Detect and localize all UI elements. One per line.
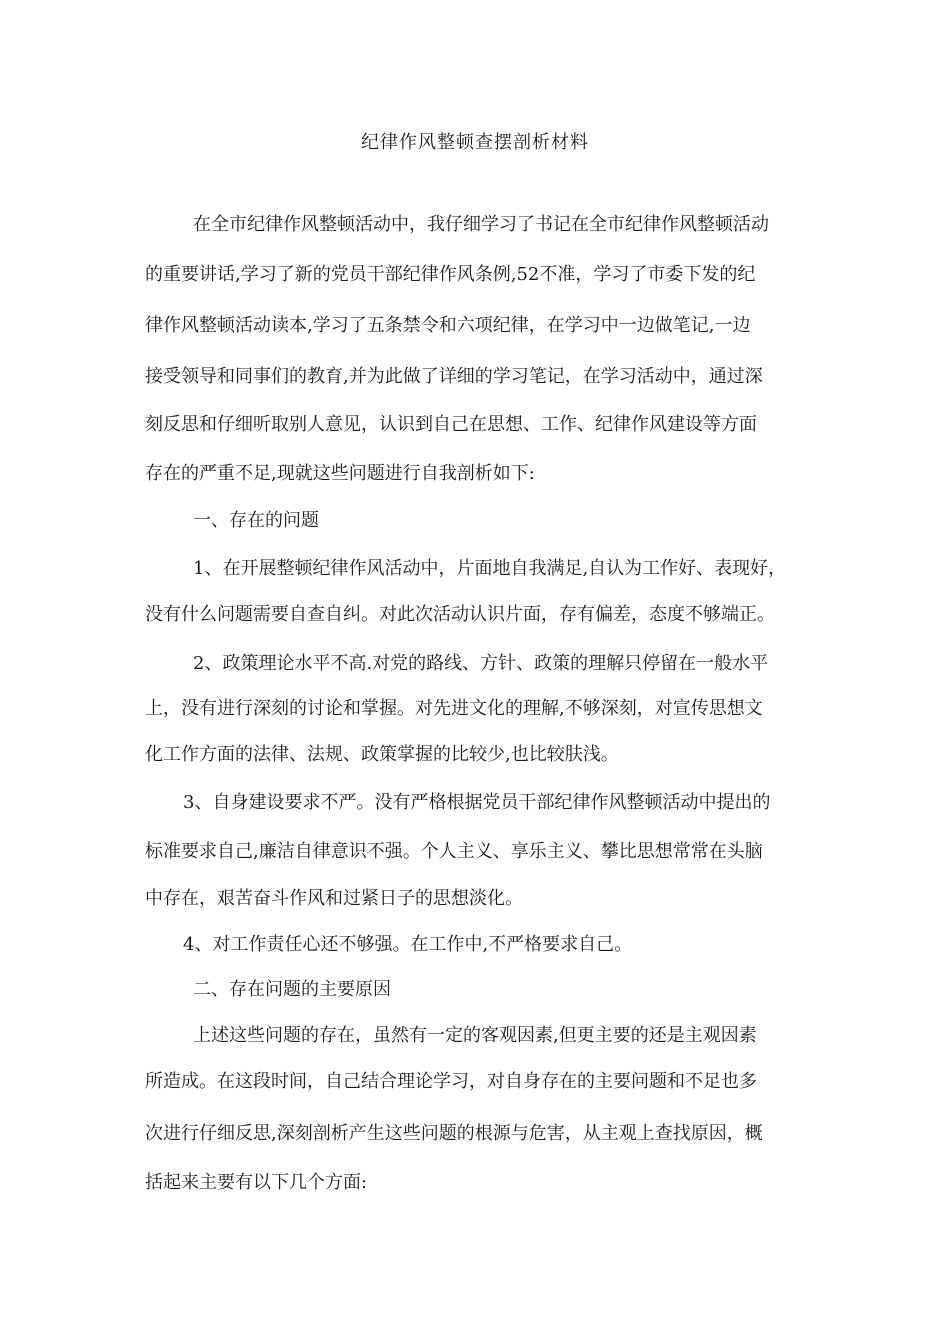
section-heading: 一、存在的问题 bbox=[193, 510, 319, 531]
document-title: 纪律作风整顿查摆剖析材料 bbox=[361, 132, 589, 153]
paragraph-line: 中存在，艰苦奋斗作风和过紧日子的思想淡化。 bbox=[145, 888, 523, 909]
paragraph-line: 律作风整顿活动读本,学习了五条禁令和六项纪律，在学习中一边做笔记,一边 bbox=[145, 315, 751, 336]
paragraph-line: 1、在开展整顿纪律作风活动中，片面地自我满足,自认为工作好、表现好， bbox=[193, 558, 787, 579]
paragraph-line: 上述这些问题的存在，虽然有一定的客观因素,但更主要的还是主观因素 bbox=[193, 1025, 757, 1046]
paragraph-line: 3、自身建设要求不严。没有严格根据党员干部纪律作风整顿活动中提出的 bbox=[183, 792, 771, 813]
paragraph-line: 刻反思和仔细听取别人意见，认识到自己在思想、工作、纪律作风建设等方面 bbox=[145, 414, 757, 435]
paragraph-line: 在全市纪律作风整顿活动中，我仔细学习了书记在全市纪律作风整顿活动 bbox=[193, 214, 769, 235]
section-heading: 二、存在问题的主要原因 bbox=[193, 979, 391, 1000]
paragraph-line: 化工作方面的法律、法规、政策掌握的比较少,也比较肤浅。 bbox=[145, 744, 619, 765]
paragraph-line: 的重要讲话,学习了新的党员干部纪律作风条例,52不准，学习了市委下发的纪 bbox=[145, 264, 756, 285]
paragraph-line: 没有什么问题需要自查自纠。对此次活动认识片面，存有偏差，态度不够端正。 bbox=[145, 604, 775, 625]
paragraph-line: 存在的严重不足,现就这些问题进行自我剖析如下: bbox=[145, 463, 535, 484]
paragraph-line: 标准要求自己,廉洁自律意识不强。个人主义、享乐主义、攀比思想常常在头脑 bbox=[145, 841, 763, 862]
paragraph-line: 接受领导和同事们的教育,并为此做了详细的学习笔记，在学习活动中，通过深 bbox=[145, 366, 763, 387]
paragraph-line: 上，没有进行深刻的讨论和掌握。对先进文化的理解,不够深刻，对宣传思想文 bbox=[145, 698, 763, 719]
paragraph-line: 次进行仔细反思,深刻剖析产生这些问题的根源与危害，从主观上查找原因，概 bbox=[145, 1123, 763, 1144]
paragraph-line: 4、对工作责任心还不够强。在工作中,不严格要求自己。 bbox=[183, 934, 633, 955]
paragraph-line: 括起来主要有以下几个方面: bbox=[145, 1172, 368, 1193]
paragraph-line: 2、政策理论水平不高.对党的路线、方针、政策的理解只停留在一般水平 bbox=[193, 653, 769, 674]
paragraph-line: 所造成。在这段时间，自己结合理论学习，对自身存在的主要问题和不足也多 bbox=[145, 1071, 757, 1092]
